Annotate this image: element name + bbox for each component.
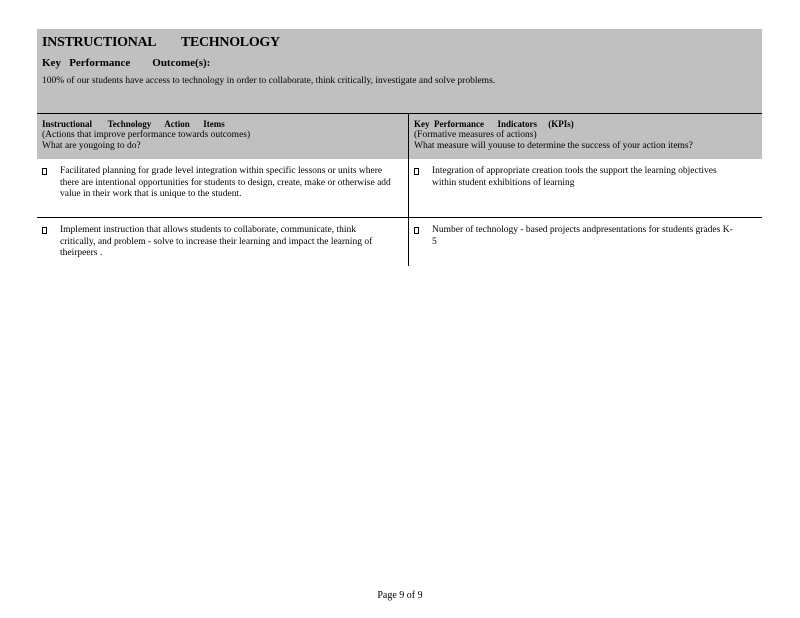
table-row-1-action bbox=[37, 168, 399, 218]
row-1-kpi-text: Integration of appropriate creation tools the support the learning objectives within student exhibitions of learning bbox=[432, 166, 717, 188]
left-header-subtitle: (Actions that improve performance towards outcomes) bbox=[42, 130, 251, 140]
row-2-kpi-text: Number of technology - based projects andpresentations for students grades K-5 bbox=[432, 225, 733, 247]
bullet-icon bbox=[42, 227, 47, 234]
left-header-question: What are yougoing to do? bbox=[42, 141, 141, 151]
bullet-icon bbox=[414, 168, 419, 175]
table-row-2-action bbox=[37, 227, 399, 265]
bullet-icon bbox=[42, 168, 47, 175]
right-header-subtitle: (Formative measures of actions) bbox=[414, 130, 537, 140]
bullet-icon bbox=[414, 227, 419, 234]
right-column-header bbox=[409, 114, 762, 159]
outcome-label: Key Performance Outcome(s): bbox=[42, 57, 211, 69]
page-number: Page 9 of 9 bbox=[377, 590, 423, 601]
outcome-text: 100% of our students have access to technology in order to collaborate, think critically, investigate and solve problems. bbox=[42, 76, 496, 86]
table-row-2-kpi bbox=[409, 227, 762, 265]
right-header-question: What measure will youuse to determine the success of your action items? bbox=[414, 141, 693, 151]
table-row-1-kpi bbox=[409, 168, 762, 218]
action-items-table bbox=[37, 113, 762, 266]
row-2-action-text: Implement instruction that allows students to collaborate, communicate, think critically, and problem - solve to increase their learning and impact the learning of theirpeers . bbox=[60, 225, 373, 258]
section-header bbox=[37, 29, 762, 113]
section-title: INSTRUCTIONAL TECHNOLOGY bbox=[42, 35, 280, 50]
row-divider bbox=[409, 217, 762, 218]
row-divider bbox=[37, 217, 408, 218]
left-header-title: Instructional Technology Action Items bbox=[42, 119, 225, 129]
right-header-title: Key Performance Indicators (KPIs) bbox=[414, 119, 574, 129]
row-1-action-text: Facilitated planning for grade level integration within specific lessons or units where there are intentional opportunities for students to design, create, make or otherwise add value in their work that is unique to the student. bbox=[60, 166, 391, 199]
left-column-header bbox=[37, 114, 408, 159]
